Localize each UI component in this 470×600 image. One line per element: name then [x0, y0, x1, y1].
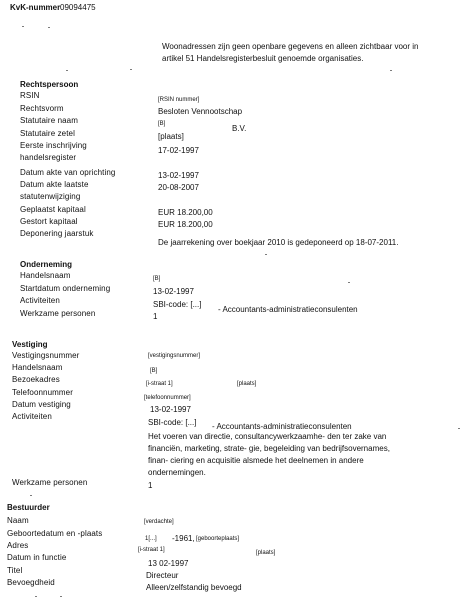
value-statutaire-naam-bv: B.V. — [232, 124, 247, 133]
scan-mark — [348, 282, 350, 283]
label-geboortedatum: Geboortedatum en -plaats — [7, 529, 103, 538]
section-heading-vestiging: Vestiging — [12, 340, 48, 349]
label-eerste-inschrijving: Eerste inschrijving — [20, 141, 87, 150]
section-heading-onderneming: Onderneming — [20, 260, 73, 269]
section-heading-rechtspersoon: Rechtspersoon — [20, 80, 79, 89]
label-bezoekadres: Bezoekadres — [12, 375, 60, 384]
value-vestigingsnummer: [vestigingsnummer] — [148, 353, 201, 359]
value-sbi-description: - Accountants-administratieconsulenten — [212, 422, 352, 431]
value-datum-oprichting: 13-02-1997 — [158, 171, 199, 180]
value-werkzame-personen: 1 — [148, 481, 153, 490]
label-datum-vestiging: Datum vestiging — [12, 400, 71, 409]
label-titel: Titel — [7, 566, 23, 575]
scan-mark — [265, 254, 267, 255]
scan-mark — [48, 27, 50, 28]
value-datum-laatste: 20-08-2007 — [158, 183, 199, 192]
value-datum-in-functie: 13 02-1997 — [148, 559, 189, 568]
label-telefoonnummer: Telefoonnummer — [12, 388, 73, 397]
label-statutaire-naam: Statutaire naam — [20, 116, 78, 125]
value-bezoekadres-straat: [i-straat 1] — [146, 381, 173, 387]
label-vestigingsnummer: Vestigingsnummer — [12, 351, 80, 360]
label-rsin: RSIN — [20, 91, 40, 100]
label-werkzame-personen: Werkzame personen — [12, 478, 88, 487]
value-handelsnaam: [B] — [153, 276, 161, 282]
label-datum-in-functie: Datum in functie — [7, 553, 67, 562]
value-geboorteplaats: [geboorteplaats] — [196, 536, 240, 542]
value-adres-straat: [i-straat 1] — [138, 547, 165, 553]
value-bezoekadres-plaats: [plaats] — [237, 381, 257, 387]
value-statutaire-zetel: [plaats] — [158, 132, 184, 141]
value-rsin: [RSIN nummer] — [158, 97, 200, 103]
label-adres: Adres — [7, 541, 29, 550]
label-handelsnaam: Handelsnaam — [20, 271, 71, 280]
value-handelsnaam: [B] — [150, 368, 158, 374]
label-statutenwijziging: statutenwijziging — [20, 192, 81, 201]
value-telefoonnummer: [telefoonnummer] — [144, 395, 191, 401]
label-naam: Naam — [7, 516, 29, 525]
value-eerste-inschrijving: 17-02-1997 — [158, 146, 199, 155]
value-omschrijving-line-4: ondernemingen. — [148, 468, 206, 477]
value-geplaatst-kapitaal: EUR 18.200,00 — [158, 208, 213, 217]
value-geboortedatum-prefix: 1[...] — [145, 536, 157, 542]
value-datum-vestiging: 13-02-1997 — [150, 405, 191, 414]
value-omschrijving-line-3: finan- ciering en acquisitie alsmede het deelnemen in andere — [148, 456, 364, 465]
value-omschrijving-line-2: financiën, marketing, strate- gie, begeleiding van bedrijfsovernames, — [148, 444, 390, 453]
scan-mark — [30, 495, 32, 496]
kvk-number: 09094475 — [60, 3, 96, 12]
label-startdatum: Startdatum onderneming — [20, 284, 111, 293]
value-naam: [verdachte] — [144, 519, 174, 525]
label-handelsnaam: Handelsnaam — [12, 363, 63, 372]
scan-mark — [22, 26, 24, 27]
kvk-label: KvK-nummer — [10, 3, 61, 12]
scan-mark — [60, 596, 62, 597]
value-sbi-code: SBI-code: [...] — [153, 300, 202, 309]
label-statutaire-zetel: Statutaire zetel — [20, 129, 75, 138]
value-geboortejaar: -1961, — [172, 534, 195, 543]
value-adres-plaats: [plaats] — [256, 550, 276, 556]
label-activiteiten: Activiteiten — [20, 296, 60, 305]
value-deponering: De jaarrekening over boekjaar 2010 is gedeponeerd op 18-07-2011. — [158, 238, 399, 247]
privacy-notice-line-2: artikel 51 Handelsregisterbesluit genoemde organisaties. — [162, 54, 364, 63]
label-datum-akte-oprichting: Datum akte van oprichting — [20, 168, 116, 177]
scan-mark — [458, 428, 460, 429]
scan-mark — [66, 70, 68, 71]
value-omschrijving-line-1: Het voeren van directie, consultancywerkzaamhe- den ter zake van — [148, 432, 387, 441]
value-sbi-description: - Accountants-administratieconsulenten — [218, 305, 358, 314]
label-bevoegdheid: Bevoegdheid — [7, 578, 55, 587]
privacy-notice-line-1: Woonadressen zijn geen openbare gegevens en alleen zichtbaar voor in — [162, 42, 419, 51]
label-activiteiten: Activiteiten — [12, 412, 52, 421]
value-werkzame-personen: 1 — [153, 312, 158, 321]
value-bevoegdheid: Alleen/zelfstandig bevoegd — [146, 583, 242, 592]
value-statutaire-naam-b: [B] — [158, 121, 166, 127]
label-handelsregister: handelsregister — [20, 153, 77, 162]
label-gestort-kapitaal: Gestort kapitaal — [20, 217, 78, 226]
scan-mark — [390, 70, 392, 71]
label-datum-akte-laatste: Datum akte laatste — [20, 180, 89, 189]
value-rechtsvorm: Besloten Vennootschap — [158, 107, 243, 116]
label-deponering-jaarstuk: Deponering jaarstuk — [20, 229, 94, 238]
label-werkzame-personen: Werkzame personen — [20, 309, 96, 318]
label-geplaatst-kapitaal: Geplaatst kapitaal — [20, 205, 86, 214]
value-sbi-code: SBI-code: [...] — [148, 418, 197, 427]
value-startdatum: 13-02-1997 — [153, 287, 194, 296]
value-gestort-kapitaal: EUR 18.200,00 — [158, 220, 213, 229]
section-heading-bestuurder: Bestuurder — [7, 503, 50, 512]
scan-mark — [130, 69, 132, 70]
value-titel: Directeur — [146, 571, 179, 580]
label-rechtsvorm: Rechtsvorm — [20, 104, 64, 113]
scan-mark — [35, 596, 37, 597]
